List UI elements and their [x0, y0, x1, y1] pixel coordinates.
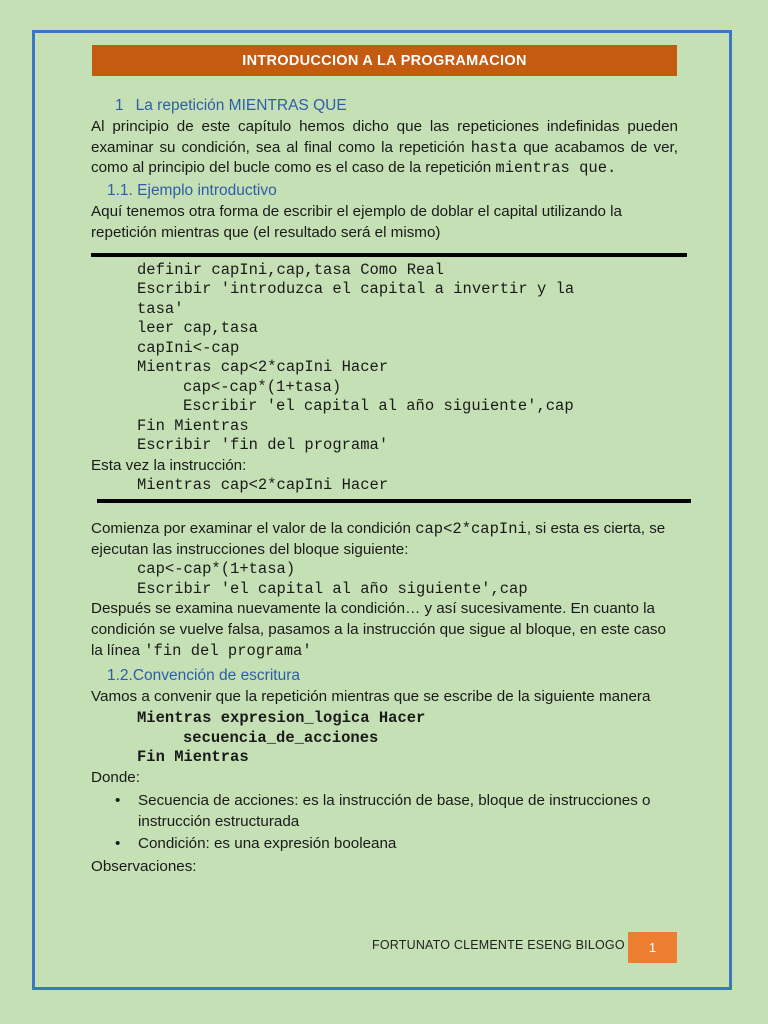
code-note: Esta vez la instrucción: — [91, 456, 247, 474]
condition-text-a: Comienza por examinar el valor de la condición — [91, 519, 411, 537]
code-line: Mientras cap<2*capIni Hacer — [137, 476, 389, 495]
loop-paragraph — [91, 599, 678, 661]
code-bottom-rule — [97, 499, 691, 503]
code-line: Escribir 'introduzca el capital a invertir y la — [137, 280, 575, 299]
section-title: La repetición MIENTRAS QUE — [135, 97, 347, 114]
syntax-block — [91, 709, 678, 768]
code-line: Fin Mientras — [137, 416, 249, 435]
observaciones-label: Observaciones: — [91, 858, 197, 876]
list-item: • Condición: es una expresión booleana — [91, 834, 678, 855]
syntax-line: secuencia_de_acciones — [183, 728, 379, 747]
section-heading — [115, 96, 678, 117]
document-title-text: INTRODUCCION A LA PROGRAMACION — [242, 52, 527, 69]
page-number-text: 1 — [648, 940, 657, 955]
code-line: tasa' — [137, 299, 184, 318]
convention-paragraph: Vamos a convenir que la repetición mientras que se escribe de la siguiente manera — [91, 687, 651, 705]
code-top-rule — [91, 253, 687, 257]
inline-code-hasta: hasta — [470, 138, 518, 157]
section-number: 1 — [115, 97, 124, 114]
definition-list — [91, 791, 678, 855]
inline-code-condition: cap<2*capIni — [415, 519, 527, 538]
syntax-line: Fin Mientras — [137, 748, 249, 767]
code-line: cap<-cap*(1+tasa) — [137, 560, 296, 579]
subsection-heading-1-1: 1.1. Ejemplo introductivo — [107, 182, 277, 200]
footer-author: FORTUNATO CLEMENTE ESENG BILOGO — [372, 938, 625, 952]
intro-text-b: que acabamos de ver, como al principio del bucle como es el caso de la repetición — [91, 138, 678, 177]
syntax-line: Mientras expresion_logica Hacer — [137, 709, 426, 728]
inline-code-fin: 'fin del programa' — [144, 642, 312, 661]
donde-label: Donde: — [91, 768, 140, 786]
code-line: definir capIni,cap,tasa Como Real — [137, 260, 444, 279]
code-line: capIni<-cap — [137, 338, 240, 357]
code-line: Mientras cap<2*capIni Hacer — [137, 358, 389, 377]
code-block — [91, 261, 678, 496]
document-body — [91, 96, 678, 878]
code-line: cap<-cap*(1+tasa) — [183, 377, 342, 396]
document-title — [92, 45, 677, 76]
intro-text-a: Al principio de este capítulo hemos dicho que las repeticiones indefinidas pueden examinar su condición, sea al final como la repetición — [91, 117, 678, 156]
condition-paragraph — [91, 519, 678, 561]
intro-paragraph — [91, 117, 678, 179]
list-item: • Secuencia de acciones: es la instrucción de base, bloque de instrucciones o instrucción estructurada — [91, 791, 678, 833]
subsection-heading-1-2: 1.2.Convención de escritura — [107, 666, 301, 684]
condition-text-b: , si esta es cierta, se ejecutan las instrucciones del bloque siguiente: — [91, 519, 666, 558]
code-line: Escribir 'el capital al año siguiente',cap — [137, 579, 528, 598]
inline-code-mientras: mientras que. — [495, 159, 617, 178]
example-paragraph: Aquí tenemos otra forma de escribir el ejemplo de doblar el capital utilizando la repetición mientras que (el resultado será el mismo) — [91, 202, 623, 241]
page-number — [628, 932, 677, 963]
loop-text: Después se examina nuevamente la condición… y así sucesivamente. En cuanto la condición se vuelve falsa, pasamos a la instrucción que sigue al bloque, en este caso la línea — [91, 600, 666, 660]
code-line: leer cap,tasa — [137, 319, 258, 338]
code-line: Escribir 'fin del programa' — [137, 436, 389, 455]
code-line: Escribir 'el capital al año siguiente',cap — [183, 397, 574, 416]
